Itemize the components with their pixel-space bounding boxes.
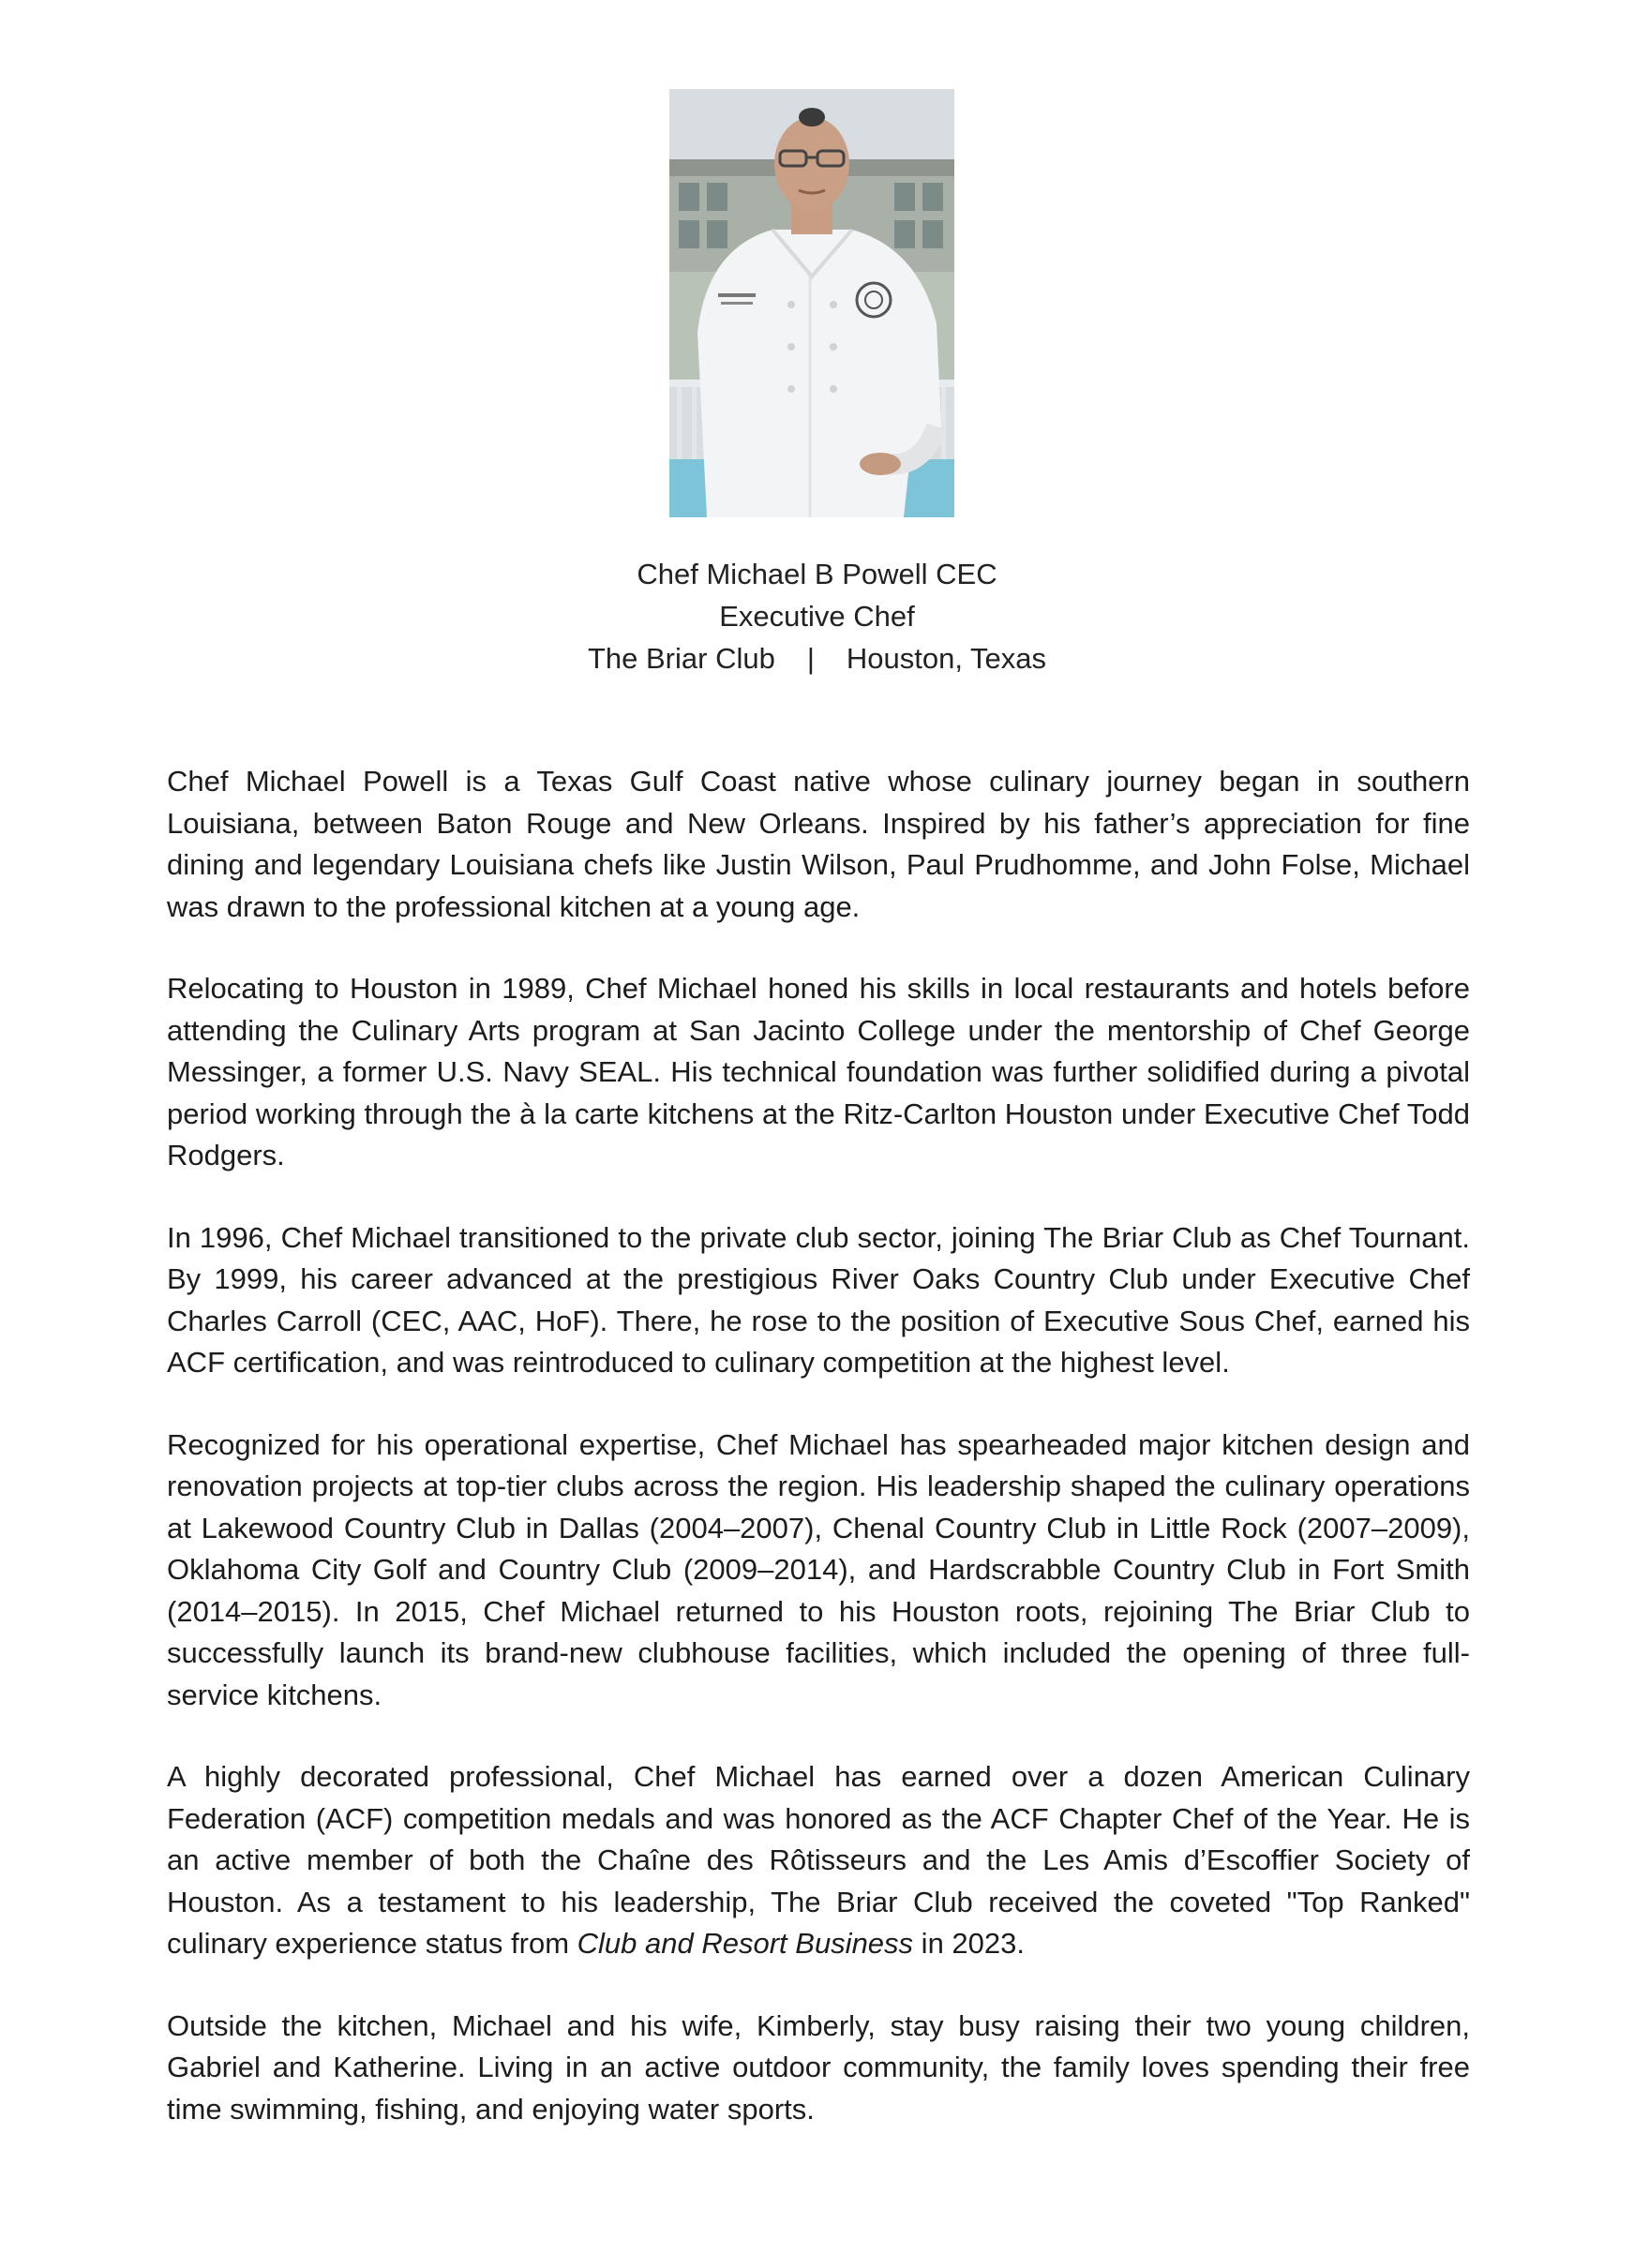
chef-name: Chef Michael B Powell CEC	[637, 558, 997, 590]
bio-paragraph-5-end: in 2023.	[913, 1927, 1025, 1960]
bio-paragraph-4: Recognized for his operational expertise, Chef Michael has spearheaded major kitchen design and renovation projects at top-tier clubs across the region. His leadership shaped the culinary operations at Lakewood Country Club in Dallas (2004–2007), Chenal Country Club in Little Rock (2007–2009), Oklahoma City Golf and Country Club (2009–2014), and Hardscrabble Country Club in Fort Smith (2014–2015). In 2015, Chef Michael returned to his Houston roots, rejoining The Briar Club to successfully launch its brand-new clubhouse facilities, which included the opening of three full-service kitchens.	[167, 1427, 1470, 1711]
chef-title: Executive Chef	[719, 600, 915, 633]
publication-title: Club and Resort Business	[577, 1927, 914, 1960]
bio-paragraph-5	[167, 1756, 1470, 1965]
bio-paragraph-3: In 1996, Chef Michael transitioned to the private club sector, joining The Briar Club as Chef Tournant. By 1999, his career advanced at the prestigious River Oaks Country Club under Executive Chef Charles Carroll (CEC, AAC, HoF). There, he rose to the position of Executive Sous Chef, earned his ACF certification, and was reintroduced to culinary competition at the highest level.	[167, 1220, 1470, 1379]
bio-paragraph-6: Outside the kitchen, Michael and his wife, Kimberly, stay busy raising their two young children, Gabriel and Katherine. Living in an active outdoor community, the family loves spending their free time swimming, fishing, and enjoying water sports.	[167, 2008, 1470, 2126]
biography	[167, 761, 1470, 2171]
separator: |	[806, 642, 815, 675]
bio-paragraph-2: Relocating to Houston in 1989, Chef Michael honed his skills in local restaurants and hotels before attending the Culinary Arts program at San Jacinto College under the mentorship of Chef George Messinger, a former U.S. Navy SEAL. His technical foundation was further solidified during a pivotal period working through the à la carte kitchens at the Ritz-Carlton Houston under Executive Chef Todd Rodgers.	[167, 972, 1470, 1171]
location: Houston, Texas	[846, 642, 1047, 675]
bio-paragraph-5-text: A highly decorated professional, Chef Michael has earned over a dozen American Culinary Federation (ACF) competition medals and was honored as the ACF Chapter Chef of the Year. He is an active member of both the Chaîne des Rôtisseurs and the Les Amis d’Escoffier Society of Houston. As a testament to his leadership, The Briar Club received the coveted "Top Ranked" culinary experience status from	[167, 1760, 1470, 1960]
chef-portrait-photo	[669, 89, 954, 517]
chef-affiliation	[0, 637, 1634, 679]
bio-paragraph-1: Chef Michael Powell is a Texas Gulf Coast native whose culinary journey began in southern Louisiana, between Baton Rouge and New Orleans. Inspired by his father’s appreciation for fine dining and legendary Louisiana chefs like Justin Wilson, Paul Prudhomme, and John Folse, Michael was drawn to the professional kitchen at a young age.	[167, 765, 1470, 923]
chef-header	[0, 553, 1634, 679]
club-name: The Briar Club	[587, 642, 775, 675]
